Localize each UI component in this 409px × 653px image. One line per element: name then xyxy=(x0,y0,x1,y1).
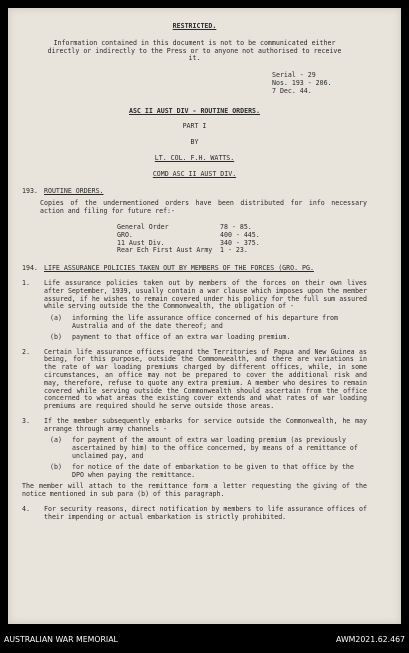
paragraph-3-closing: The member will attach to the remittance form a letter requesting the giving of the notice mentioned in sub para (b) of this paragraph. xyxy=(22,482,367,499)
paragraph-4 xyxy=(22,506,367,522)
paragraph-1 xyxy=(22,280,367,311)
section-heading: LIFE ASSURANCE POLICIES TAKEN OUT BY MEMBERS OF THE FORCES (GRO. PG. xyxy=(44,264,314,273)
orders-list xyxy=(117,224,367,255)
section-193-heading xyxy=(22,188,367,196)
sub-paragraph-1a: (a) informing the life assurance office concerned of his departure from Australia and of the date thereof; and xyxy=(50,314,338,330)
document-title: ASC II AUST DIV - ROUTINE ORDERS. xyxy=(128,106,260,115)
section-194-heading xyxy=(22,265,367,273)
sub-paragraph-3a: (a) for payment of the amount of extra war loading premium (as previously ascertained by him) to the office concerned, by means of a remittance of unclaimed pay, and xyxy=(50,436,358,461)
paragraph-number: 4. xyxy=(22,505,30,514)
order-numbers: Nos. 193 - 206. xyxy=(272,78,332,87)
officer-name: LT. COL. F.H. WATTS. xyxy=(154,153,235,162)
paragraph-number: 2. xyxy=(22,347,30,356)
part-label: PART I xyxy=(182,122,207,131)
accession-number: AWM2021.62.467 xyxy=(336,635,405,644)
section-number: 193. xyxy=(22,186,38,195)
list-item: GRO. 400 - 445. xyxy=(117,230,260,239)
officer-appointment: COMD ASC II AUST DIV. xyxy=(152,169,237,178)
serial-number: Serial - 29 xyxy=(272,71,316,80)
list-item: Rear Ech First Aust Army 1 - 23. xyxy=(117,246,248,255)
paragraph-number: 3. xyxy=(22,416,30,425)
section-193-text: Copies of the undermentioned orders have been distributed for info necessary action and filing for future ref:- xyxy=(40,199,367,216)
section-heading: ROUTINE ORDERS. xyxy=(44,186,104,195)
archive-name: AUSTRALIAN WAR MEMORIAL xyxy=(4,635,118,644)
classification: RESTRICTED. xyxy=(172,22,217,30)
by-label: BY xyxy=(190,138,199,147)
paragraph-2 xyxy=(22,349,367,411)
security-notice: Information contained in this document is not to be communicated either directly or indirectly to the Press or to anyone not authorised to receive it. xyxy=(47,38,342,63)
paragraph-number: 1. xyxy=(22,278,30,287)
serial-block xyxy=(272,72,367,95)
paragraph-text: For security reasons, direct notification by members to life assurance offices of their impending or actual embarkation is strictly prohibited. xyxy=(44,505,367,521)
paragraph-3 xyxy=(22,418,367,434)
list-item: General Order 78 - 85. xyxy=(117,222,252,231)
paragraph-text: If the member subsequently embarks for service outside the Commonwealth, he may arrange through army channels - xyxy=(44,416,367,433)
archive-footer xyxy=(0,630,409,653)
issue-date: 7 Dec. 44. xyxy=(272,86,312,95)
routine-orders-document xyxy=(22,23,367,522)
section-number: 194. xyxy=(22,264,38,273)
list-item: 11 Aust Div. 340 - 375. xyxy=(117,238,260,247)
paragraph-text: Certain life assurance offices regard the Territories of Papua and New Guinea as being, for this purpose, outside the Commonwealth, and there are variations in the rate of war loading premiums charged by different offices, while, in some circumstances, an office may not be prepared to cover the additional risk and may, therefore, refuse to quote any extra premium. A member who desires to remain covered while serving outside the Commonwealth should ascertain from the office concerned to what areas the existing cover extends and what rates of war loading premiums are required should he serve outside those areas. xyxy=(44,347,367,411)
sub-paragraph-3b: (b) for notice of the date of embarkation to be given to that office by the DPO when paying the remittance. xyxy=(50,462,354,479)
paragraph-text: Life assurance policies taken out by members of the forces on their own lives after September, 1939, usually contain a war clause which imposes upon the member assured, if he wishes to remain covered under his policy for the full sum assured while serving outside the the Commonwealth, the obligation of - xyxy=(44,278,367,311)
sub-paragraph-1b: (b) payment to that office of an extra war loading premium. xyxy=(50,332,291,341)
